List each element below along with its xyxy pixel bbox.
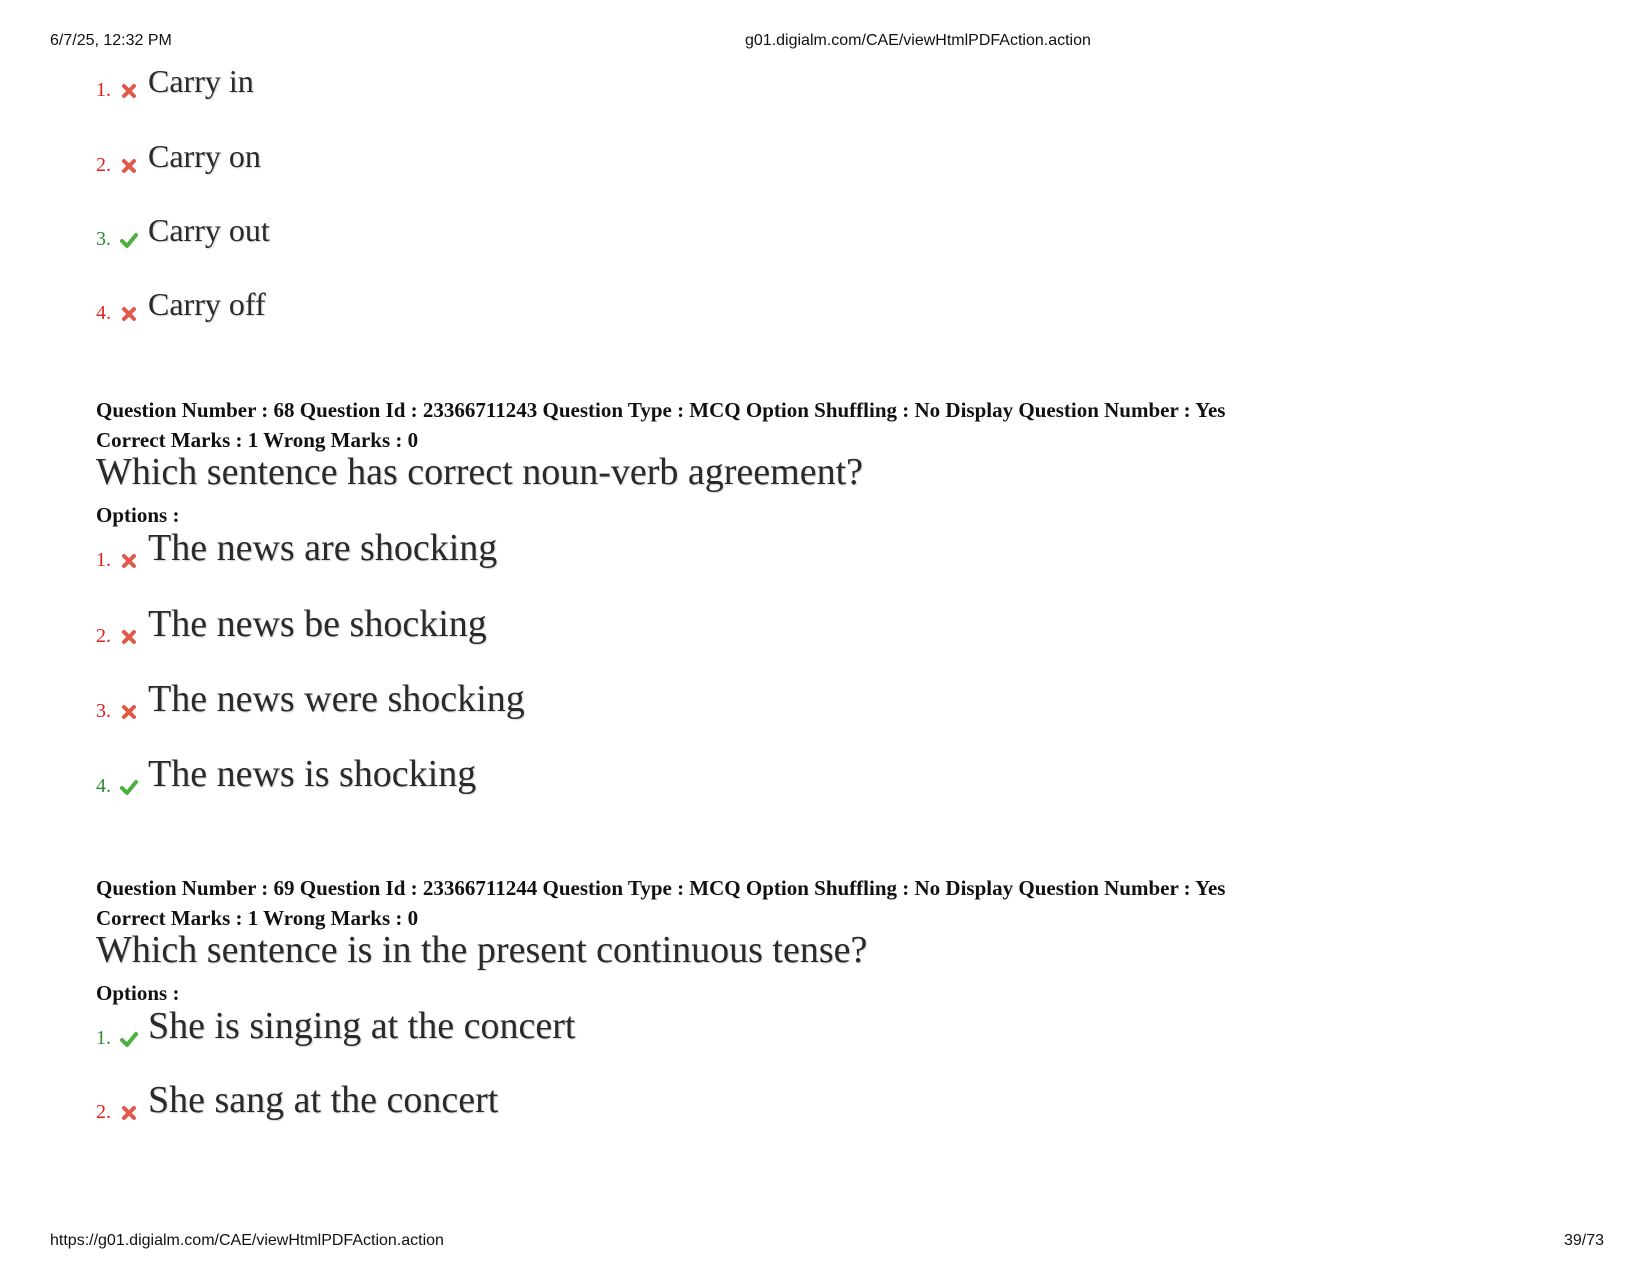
cross-icon (120, 157, 138, 175)
question-meta: Question Number : 68 Question Id : 23366711243 Question Type : MCQ Option Shuffling : No Display Question Number : Yes (96, 398, 1226, 422)
question-text: Which sentence has correct noun-verb agreement? (96, 451, 863, 493)
option-number: 1. (96, 549, 111, 571)
options-label: Options : (96, 503, 180, 527)
option-text: Carry out (148, 212, 270, 248)
cross-icon (120, 82, 138, 100)
question-text: Which sentence is in the present continuous tense? (96, 929, 868, 971)
cross-icon (120, 1104, 138, 1122)
options-label: Options : (96, 981, 180, 1005)
page-number: 39/73 (1564, 1232, 1605, 1249)
print-datetime: 6/7/25, 12:32 PM (50, 32, 172, 49)
option-text: The news are shocking (148, 527, 498, 569)
option-number: 2. (96, 1101, 111, 1123)
option-text: Carry on (148, 138, 261, 174)
option-number: 3. (96, 700, 111, 722)
check-icon (120, 1030, 138, 1048)
cross-icon (120, 552, 138, 570)
option-number: 1. (96, 79, 111, 101)
option-text: The news is shocking (148, 753, 477, 795)
option-number: 3. (96, 228, 111, 250)
option-text: Carry in (148, 63, 254, 99)
check-icon (120, 778, 138, 796)
option-text: She is singing at the concert (148, 1005, 576, 1047)
option-text: Carry off (148, 286, 266, 322)
option-text: She sang at the concert (148, 1079, 499, 1121)
check-icon (120, 231, 138, 249)
cross-icon (120, 628, 138, 646)
option-number: 2. (96, 625, 111, 647)
option-number: 2. (96, 154, 111, 176)
option-number: 4. (96, 775, 111, 797)
option-text: The news were shocking (148, 678, 525, 720)
option-number: 4. (96, 302, 111, 324)
question-marks: Correct Marks : 1 Wrong Marks : 0 (96, 906, 419, 930)
print-footer-url: https://g01.digialm.com/CAE/viewHtmlPDFAction.action (50, 1232, 444, 1249)
cross-icon (120, 703, 138, 721)
question-meta: Question Number : 69 Question Id : 23366711244 Question Type : MCQ Option Shuffling : No Display Question Number : Yes (96, 876, 1226, 900)
option-number: 1. (96, 1027, 111, 1049)
question-marks: Correct Marks : 1 Wrong Marks : 0 (96, 428, 419, 452)
option-text: The news be shocking (148, 603, 487, 645)
print-header-url: g01.digialm.com/CAE/viewHtmlPDFAction.action (745, 32, 1091, 49)
cross-icon (120, 305, 138, 323)
